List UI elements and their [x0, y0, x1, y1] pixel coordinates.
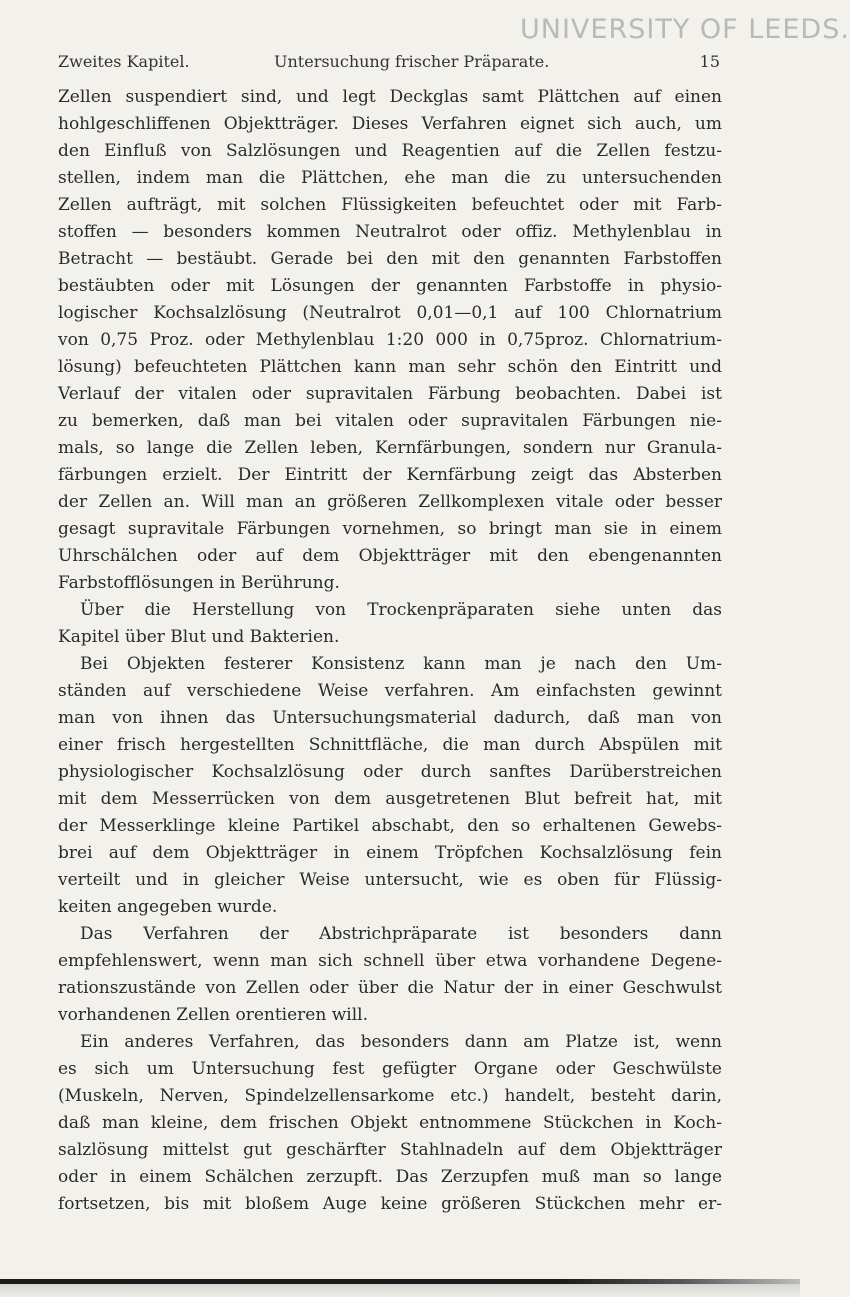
- text-line: Zellen suspendiert sind, und legt Deckglas samt Plättchen auf einen: [58, 87, 722, 107]
- text-line: fortsetzen, bis mit bloßem Auge keine größeren Stückchen mehr er-: [58, 1194, 722, 1214]
- text-line: Kapitel über Blut und Bakterien.: [58, 627, 340, 647]
- text-line: von 0,75 Proz. oder Methylenblau 1:20 000 in 0,75proz. Chlornatrium-: [58, 330, 722, 350]
- text-line: zu bemerken, daß man bei vitalen oder supravitalen Färbungen nie-: [58, 411, 722, 431]
- text-line: ständen auf verschiedene Weise verfahren. Am einfachsten gewinnt: [58, 681, 722, 701]
- text-line: Bei Objekten festerer Konsistenz kann man je nach den Um-: [80, 654, 722, 674]
- text-line: daß man kleine, dem frischen Objekt entnommene Stückchen in Koch-: [58, 1113, 722, 1133]
- text-line: färbungen erzielt. Der Eintritt der Kernfärbung zeigt das Absterben: [58, 465, 722, 485]
- text-line: stoffen — besonders kommen Neutralrot oder offiz. Methylenblau in: [58, 222, 722, 242]
- text-line: salzlösung mittelst gut geschärfter Stahlnadeln auf dem Objektträger: [58, 1140, 722, 1160]
- text-line: Das Verfahren der Abstrichpräparate ist besonders dann: [80, 924, 722, 944]
- chapter-label: Zweites Kapitel.: [58, 52, 190, 71]
- section-title: Untersuchung frischer Präparate.: [274, 52, 550, 71]
- text-line: physiologischer Kochsalzlösung oder durch sanftes Darüberstreichen: [58, 762, 722, 782]
- text-line: verteilt und in gleicher Weise untersucht, wie es oben für Flüssig-: [58, 870, 722, 890]
- text-line: der Zellen an. Will man an größeren Zellkomplexen vitale oder besser: [58, 492, 722, 512]
- text-line: lösung) befeuchteten Plättchen kann man sehr schön den Eintritt und: [58, 357, 722, 377]
- text-line: keiten angegeben wurde.: [58, 897, 278, 917]
- text-line: Betracht — bestäubt. Gerade bei den mit den genannten Farbstoffen: [58, 249, 722, 269]
- scan-edge-shadow: [0, 1284, 800, 1297]
- text-line: (Muskeln, Nerven, Spindelzellensarkome etc.) handelt, besteht darin,: [58, 1086, 722, 1106]
- text-line: man von ihnen das Untersuchungsmaterial dadurch, daß man von: [58, 708, 722, 728]
- text-line: mit dem Messerrücken von dem ausgetretenen Blut befreit hat, mit: [58, 789, 722, 809]
- text-line: brei auf dem Objektträger in einem Tröpfchen Kochsalzlösung fein: [58, 843, 722, 863]
- text-line: vorhandenen Zellen orentieren will.: [58, 1005, 368, 1025]
- text-line: oder in einem Schälchen zerzupft. Das Zerzupfen muß man so lange: [58, 1167, 722, 1187]
- text-line: Ein anderes Verfahren, das besonders dann am Platze ist, wenn: [80, 1032, 722, 1052]
- text-line: Uhrschälchen oder auf dem Objektträger mit den ebengenannten: [58, 546, 722, 566]
- text-line: Verlauf der vitalen oder supravitalen Färbung beobachten. Dabei ist: [58, 384, 722, 404]
- text-line: Zellen aufträgt, mit solchen Flüssigkeiten befeuchtet oder mit Farb-: [58, 195, 722, 215]
- text-line: einer frisch hergestellten Schnittfläche, die man durch Abspülen mit: [58, 735, 722, 755]
- page-number: 15: [699, 52, 720, 71]
- text-line: Farbstofflösungen in Berührung.: [58, 573, 340, 593]
- text-line: hohlgeschliffenen Objektträger. Dieses Verfahren eignet sich auch, um: [58, 114, 722, 134]
- text-line: stellen, indem man die Plättchen, ehe man die zu untersuchenden: [58, 168, 722, 188]
- text-line: empfehlenswert, wenn man sich schnell über etwa vorhandene Degene-: [58, 951, 722, 971]
- text-line: bestäubten oder mit Lösungen der genannten Farbstoffe in physio-: [58, 276, 722, 296]
- text-line: gesagt supravitale Färbungen vornehmen, so bringt man sie in einem: [58, 519, 722, 539]
- text-line: es sich um Untersuchung fest gefügter Organe oder Geschwülste: [58, 1059, 722, 1079]
- text-line: den Einfluß von Salzlösungen und Reagentien auf die Zellen festzu-: [58, 141, 722, 161]
- text-line: der Messerklinge kleine Partikel abschabt, den so erhaltenen Gewebs-: [58, 816, 722, 836]
- library-stamp: UNIVERSITY OF LEEDS.: [520, 14, 850, 45]
- text-line: mals, so lange die Zellen leben, Kernfärbungen, sondern nur Granula-: [58, 438, 722, 458]
- text-line: rationszustände von Zellen oder über die Natur der in einer Geschwulst: [58, 978, 722, 998]
- text-line: Über die Herstellung von Trockenpräparaten siehe unten das: [80, 600, 722, 620]
- text-line: logischer Kochsalzlösung (Neutralrot 0,01—0,1 auf 100 Chlornatrium: [58, 303, 722, 323]
